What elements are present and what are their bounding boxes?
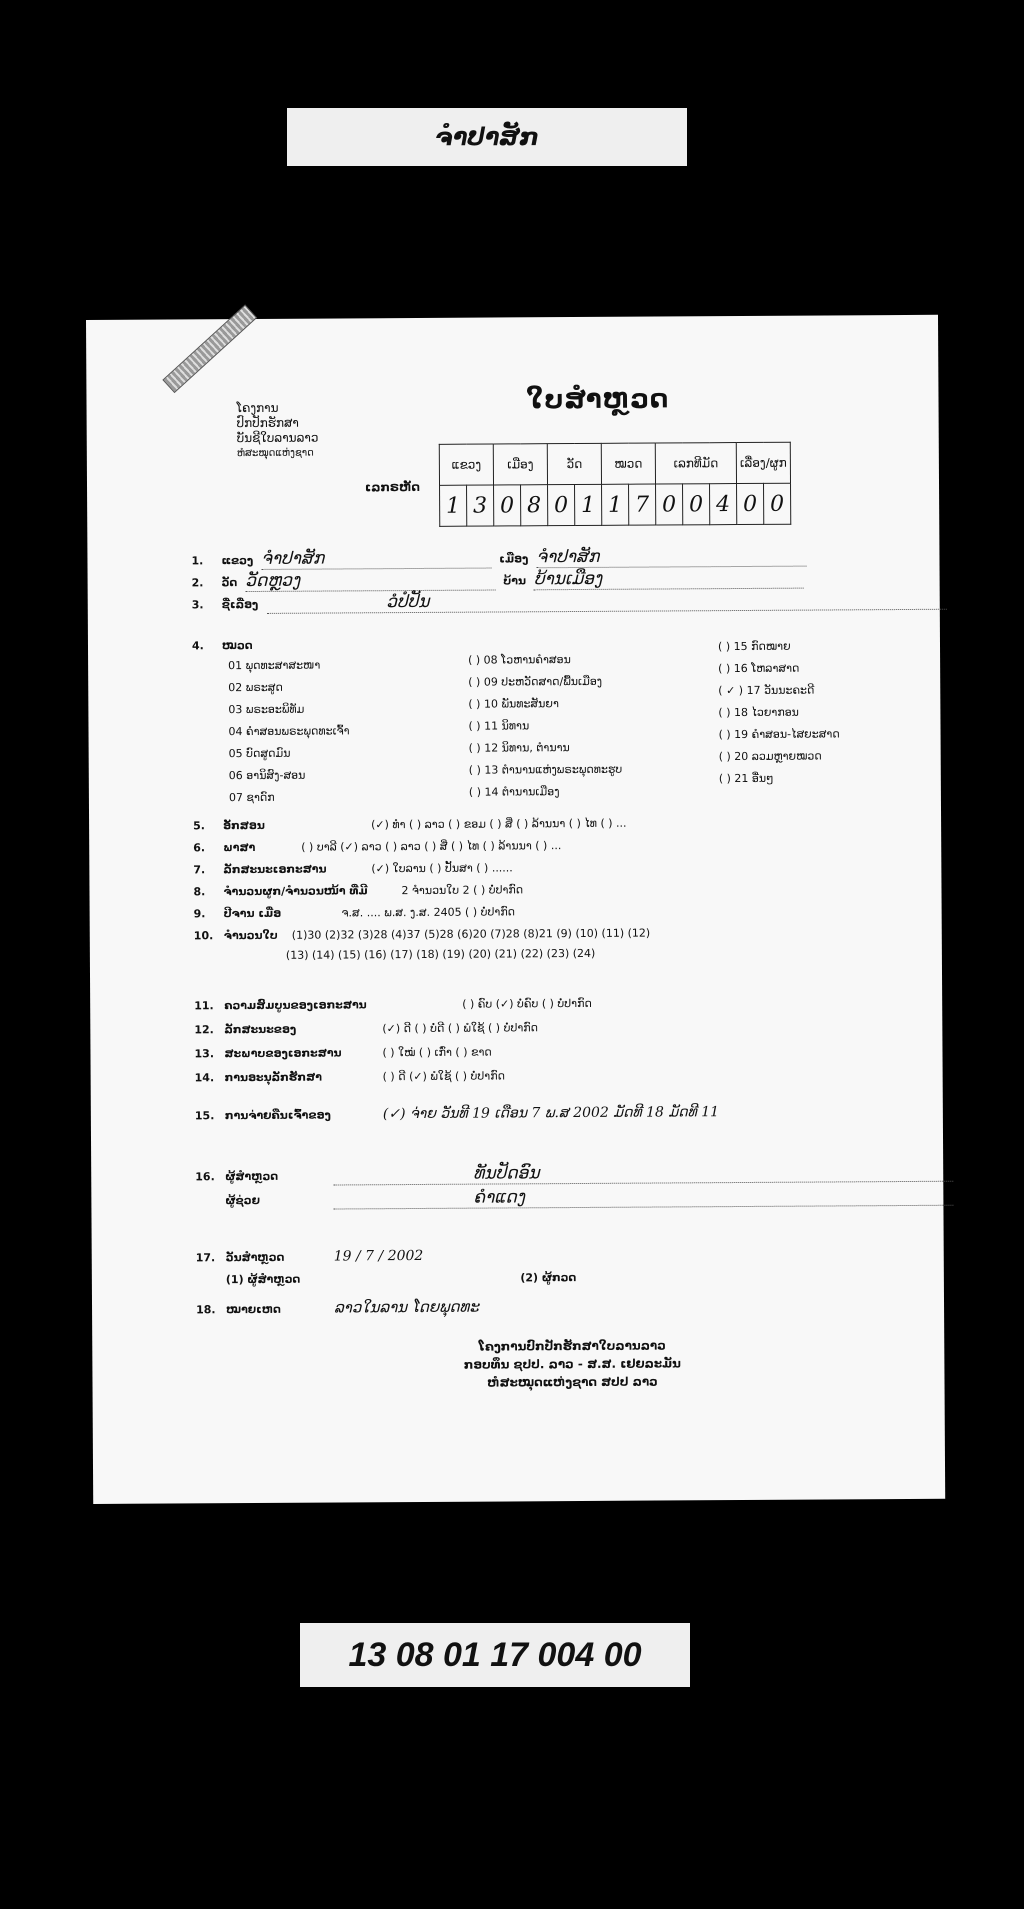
category-item: 04 ຄຳສອນພຣະພຸດທະເຈົ້າ (228, 724, 350, 739)
reg-digit: 0 (656, 484, 683, 525)
field-number: 16. (195, 1170, 215, 1184)
field-label: ຈຳນວນຜູກ/ຈຳນວນໜ້າ ທີ່ມີ (223, 884, 368, 899)
reg-header: ເລກທີມັດ (655, 443, 736, 484)
condition-quality (194, 1021, 538, 1036)
province-value: ຈຳປາສັກ (261, 548, 491, 570)
condition-conservation (195, 1069, 505, 1084)
reg-header: ແຂວງ (439, 444, 493, 485)
footer-line: ໂຄງການປົກປັກຮັກສາໃບລານລາວ (478, 1338, 666, 1354)
field-label: ການຈ່າຍຄືນເຈົ້າຂອງ (224, 1108, 331, 1123)
project-stamp (162, 304, 257, 393)
field-label: (1) ຜູ້ສຳຫຼວດ (225, 1272, 301, 1287)
detail-fascicles (193, 883, 523, 898)
field-label: ລັກສະນະເອກະສານ (223, 862, 327, 877)
field-value: ( ) ດີ (✓) ພໍໃຊ້ ( ) ບໍ່ປາກົດ (382, 1069, 505, 1084)
category-item: ( ) 20 ລວມຫຼາຍໝວດ (718, 749, 822, 764)
field-label: ວັດ (221, 576, 238, 590)
category-item: ( ) 13 ຕຳນານແຫ່ງພຣະພຸດທະຮູບ (468, 762, 623, 777)
top-label: ຈຳປາສັກ (287, 108, 687, 166)
reg-digit: 0 (764, 483, 791, 524)
reg-digit: 1 (440, 485, 467, 526)
registration-label: ເລກຣຫັດ (364, 479, 421, 495)
field-label: ຊື່ເລື່ອງ (221, 597, 259, 612)
field-value: (13) (14) (15) (16) (17) (18) (19) (20) (21) (22) (23) (24) (285, 946, 596, 962)
field-label: ປີຈານ ເມື່ອ (223, 906, 282, 921)
field-number: 14. (194, 1071, 215, 1085)
reg-digit: 4 (710, 484, 737, 525)
field-value: (✓) ຈ່າຍ ວັນທີ 19 ເດືອນ 7 ພ.ສ 2002 ມັດທີ 18 ມັດທີ 11 (382, 1104, 720, 1123)
title-value: ວໍປໍປັນ (266, 589, 946, 614)
category-item: 01 ພຸດທະສາສະໜາ (228, 658, 321, 673)
footer-line: ຫໍສະໝຸດແຫ່ງຊາດ ສປປ ລາວ (487, 1374, 658, 1390)
field-number: 18. (196, 1303, 216, 1317)
category-item: ( ) 16 ໂຫລາສາດ (718, 661, 800, 676)
reg-digit: 0 (683, 484, 710, 525)
field-value: ( ) ບາລີ (✓) ລາວ ( ) ລາວ ( ) ສີ່ ( ) ໄທ ( ) ລ້ານນາ ( ) ... (301, 839, 562, 854)
field-number: 17. (195, 1251, 216, 1265)
reg-digit: 0 (737, 483, 764, 524)
district-value: ຈຳປາສັກ (536, 546, 806, 569)
temple-value: ວັດຫຼວງ (245, 570, 495, 593)
surveyor-row (195, 1161, 953, 1187)
form-title: ໃບສຳຫຼວດ (526, 384, 670, 416)
registration-code-table (439, 442, 792, 527)
reg-digit: 1 (602, 484, 629, 525)
reg-digit: 0 (548, 485, 575, 526)
field-value: ( ) ໃໝ່ ( ) ເກົ່າ ( ) ຂາດ (382, 1045, 492, 1060)
detail-date (194, 905, 515, 920)
field-number: 10. (193, 929, 214, 943)
category-item: 03 ພຣະອະພິທັມ (228, 702, 305, 717)
category-item: 07 ຊາດົກ (228, 790, 275, 805)
field-label: ແຂວງ (221, 553, 254, 568)
category-item: ( ) 18 ໄວຍາກອນ (718, 705, 799, 720)
stamp-line: ບັນຊີໃບລານລາວ (236, 430, 319, 446)
field-number: 4. (191, 639, 204, 653)
field-value: ( ) ຄົບ (✓) ບໍ່ຄົບ ( ) ບໍ່ປາກົດ (462, 996, 592, 1011)
field-label: ອັກສອນ (223, 818, 265, 833)
detail-leaf-count (194, 927, 650, 943)
field-number: 13. (194, 1047, 215, 1061)
survey-date-row (196, 1248, 424, 1265)
field-province (191, 546, 806, 571)
assistant-name: ຄຳແດງ (333, 1185, 953, 1210)
category-item: ( ) 21 ອື່ນໆ (718, 771, 774, 786)
field-label: ບ້ານ (503, 574, 527, 588)
category-item: ( ) 08 ໂວຫານຄຳສອນ (468, 653, 571, 667)
condition-state (194, 1046, 491, 1061)
field-number: 2. (191, 576, 204, 590)
category-heading (192, 639, 253, 652)
category-item: ( ) 15 ກົດໝາຍ (717, 639, 791, 654)
field-value: (1)30 (2)32 (3)28 (4)37 (5)28 (6)20 (7)28 (8)21 (9) (10) (11) (12) (291, 926, 651, 942)
field-temple (192, 568, 804, 593)
detail-script (193, 817, 627, 833)
field-number: 5. (193, 819, 205, 833)
field-number: 8. (193, 885, 206, 899)
field-label: ຈຳນວນໃບ (223, 928, 278, 943)
reg-digit: 8 (521, 485, 548, 526)
village-value: ບ້ານເມືອງ (534, 568, 804, 591)
reg-digit: 1 (575, 484, 602, 525)
field-number: 7. (193, 863, 206, 877)
condition-return (195, 1104, 719, 1123)
field-number: 1. (191, 554, 204, 568)
field-number: 11. (194, 999, 214, 1013)
stamp-line: ປົກປັກຮັກສາ (236, 415, 299, 431)
condition-completeness (194, 997, 592, 1012)
survey-date: 19 / 7 / 2002 (333, 1247, 424, 1265)
field-value: (✓) ໃບລານ ( ) ປັ້ນສາ ( ) ...... (371, 861, 513, 876)
field-number: 3. (191, 598, 204, 612)
field-label: ວັນສຳຫຼວດ (225, 1250, 285, 1265)
reg-digit: 7 (629, 484, 656, 525)
category-item: ( ) 10 ພັນທະສັນຍາ (468, 697, 559, 711)
category-item: ( ) 19 ຄຳສອນ-ໄສຍະສາດ (718, 727, 840, 742)
field-label: ການອະນຸລັກຮັກສາ (224, 1070, 322, 1085)
field-label: ຜູ້ສຳຫຼວດ (225, 1169, 279, 1184)
category-item: 02 ພຣະສູດ (228, 680, 283, 695)
field-value: ຈ.ສ. .... ພ.ສ. ງ.ສ. 2405 ( ) ບໍ່ປາກົດ (341, 905, 516, 920)
bottom-label: 13 08 01 17 004 00 (300, 1623, 690, 1687)
stamp-line: ໂຄງການ (236, 400, 279, 416)
assistant-row (225, 1185, 953, 1210)
category-item: ( ) 09 ປະຫວັດສາດ/ພື້ນເມືອງ (468, 674, 603, 689)
category-item: 06 ອານິສົງ-ສອນ (228, 768, 306, 783)
detail-language (193, 839, 561, 854)
detail-material (193, 861, 512, 876)
signature-labels (226, 1271, 576, 1286)
remarks-value: ລາວໃນລານ ໂດຍພຸດທະ (333, 1297, 479, 1317)
survey-form-sheet (86, 315, 945, 1504)
field-title (192, 589, 947, 615)
category-item: 05 ບົດສູດມົນ (228, 746, 291, 761)
reg-header: ວັດ (547, 443, 601, 484)
field-number: 12. (194, 1023, 214, 1037)
field-label: ລັກສະນະຂອງ (224, 1022, 297, 1037)
field-number: 6. (193, 841, 206, 855)
category-column-2 (468, 649, 622, 804)
reg-header: ໝວດ (601, 443, 655, 484)
surveyor-name: ທັນປັດອົນ (333, 1161, 953, 1186)
field-label: ສະພາບຂອງເອກະສານ (224, 1046, 342, 1061)
category-item: ( ) 12 ນິທານ, ຕຳນານ (468, 741, 570, 755)
field-label: (2) ຜູ້ກວດ (520, 1271, 577, 1285)
reg-digit: 3 (467, 485, 494, 526)
category-item: ( ) 14 ຕຳນານເມືອງ (468, 785, 560, 799)
field-number: 9. (193, 907, 206, 921)
reg-header: ເລື່ອງ/ຜູກ (736, 442, 790, 483)
field-label: ຄວາມສົມບູນຂອງເອກະສານ (224, 998, 367, 1013)
field-label: ໝາຍເຫດ (226, 1302, 281, 1317)
field-label: ຜູ້ຊ່ວຍ (225, 1193, 260, 1208)
field-number: 15. (194, 1109, 215, 1123)
detail-leaf-count-continued (286, 947, 596, 962)
field-value: 2 ຈຳນວນໃບ 2 ( ) ບໍ່ປາກົດ (401, 883, 524, 898)
category-item: ( ✓ ) 17 ວັນນະຄະດີ (718, 683, 815, 698)
category-column-3 (718, 635, 840, 790)
reg-header: ເມືອງ (493, 444, 547, 485)
footer-line: ກອບທຶນ ຊປປ. ລາວ - ສ.ສ. ເຢຍລະມັນ (463, 1356, 681, 1372)
reg-digit: 0 (494, 485, 521, 526)
remarks-row (196, 1298, 479, 1318)
category-column-1 (228, 654, 350, 809)
category-item: ( ) 11 ນິທານ (468, 719, 530, 733)
field-label: ໝວດ (221, 638, 253, 653)
stamp-text (236, 401, 318, 461)
project-footer (422, 1336, 722, 1392)
field-label: ເມືອງ (499, 552, 529, 566)
field-value: (✓) ທຳ ( ) ລາວ ( ) ຂອມ ( ) ສີ່ ( ) ລ້ານນາ ( ) ໄທ ( ) ... (371, 816, 627, 832)
stamp-line: ຫໍສະໝຸດແຫ່ງຊາດ (236, 447, 314, 460)
field-label: ພາສາ (223, 840, 256, 855)
field-value: (✓) ດີ ( ) ບໍ່ດີ ( ) ພໍໃຊ້ ( ) ບໍ່ປາກົດ (382, 1021, 539, 1036)
